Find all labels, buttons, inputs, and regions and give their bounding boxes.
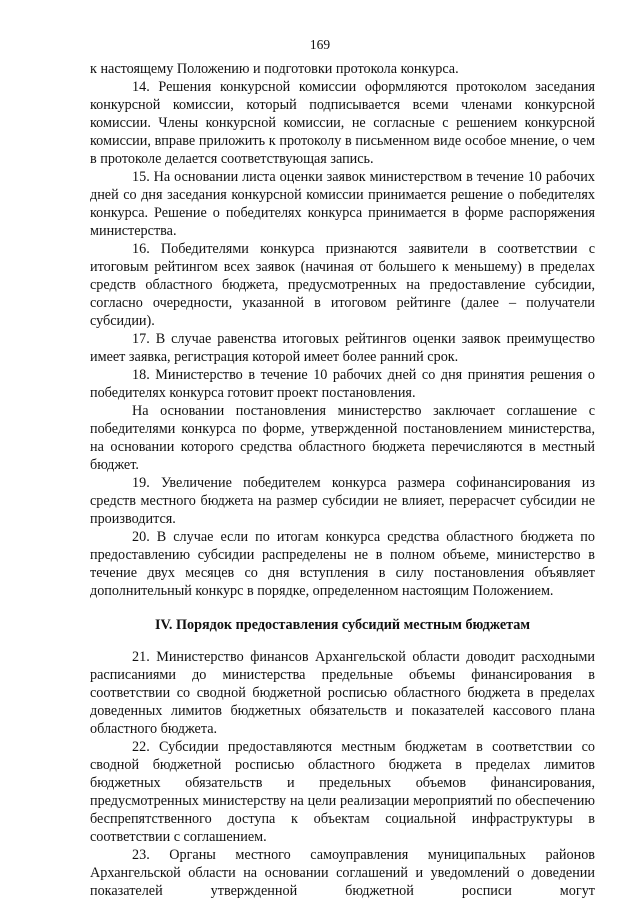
page-number: 169 — [309, 37, 331, 52]
paragraph-18-continuation: На основании постановления министерство заключает соглашение с победителями конкурса по форме, утвержденной постановлением министерства, на основании которого средства областного бюджета перечисляются в местный бюджет. — [90, 403, 595, 473]
paragraph-15: 15. На основании листа оценки заявок министерством в течение 10 рабочих дней со дня заседания конкурсной комиссии принимается решение о победителях конкурса. Решение о победителях конкурса принимается в форме распоряжения министерства. — [90, 169, 595, 239]
section-heading: IV. Порядок предоставления субсидий местным бюджетам — [154, 617, 531, 633]
paragraph-14: 14. Решения конкурсной комиссии оформляются протоколом заседания конкурсной комиссии, который подписывается всеми членами конкурсной комиссии. Члены конкурсной комиссии, не согласные с решением конкурсной комиссии, вправе приложить к протоколу в письменном виде особое мнение, о чем в протоколе делается соответствующая запись. — [90, 79, 595, 167]
paragraph-18: 18. Министерство в течение 10 рабочих дней со дня принятия решения о победителях конкурса готовит проект постановления. — [90, 367, 595, 401]
paragraph-16: 16. Победителями конкурса признаются заявители в соответствии с итоговым рейтингом всех заявок (начиная от большего к меньшему) в пределах средств областного бюджета, предусмотренных на предоставление субсидии, согласно очередности, указанной в итоговом рейтинге (далее – получатели субсидии). — [90, 241, 595, 329]
paragraph-21: 21. Министерство финансов Архангельской области доводит расходными расписаниями до министерства предельные объемы финансирования в соответствии со сводной бюджетной росписью областного бюджета в пределах доведенных лимитов бюджетных обязательств и показателей кассового плана областного бюджета. — [90, 649, 595, 737]
paragraph-19: 19. Увеличение победителем конкурса размера софинансирования из средств местного бюджета на размер субсидии не влияет, перерасчет субсидии не производится. — [90, 475, 595, 527]
paragraph-23: 23. Органы местного самоуправления муниципальных районов Архангельской области на основании соглашений и уведомлений о доведении показателей утвержденной бюджетной росписи могут — [90, 847, 595, 899]
paragraph-continuation: к настоящему Положению и подготовки протокола конкурса. — [90, 61, 459, 77]
paragraph-22: 22. Субсидии предоставляются местным бюджетам в соответствии со сводной бюджетной росписью областного бюджета в пределах лимитов бюджетных обязательств и предельных объемов финансирования, предусмотренных министерству на цели реализации мероприятий по обеспечению беспрепятственного доступа к объектам социальной инфраструктуры в соответствии с соглашением. — [90, 739, 595, 845]
paragraph-20: 20. В случае если по итогам конкурса средства областного бюджета по предоставлению субсидии распределены не в полном объеме, министерство в течение двух месяцев со дня вступления в силу постановления объявляет дополнительный конкурс в порядке, определенном настоящим Положением. — [90, 529, 595, 599]
document-body — [90, 60, 595, 900]
paragraph-17: 17. В случае равенства итоговых рейтингов оценки заявок преимущество имеет заявка, регистрация которой имеет более ранний срок. — [90, 331, 595, 365]
